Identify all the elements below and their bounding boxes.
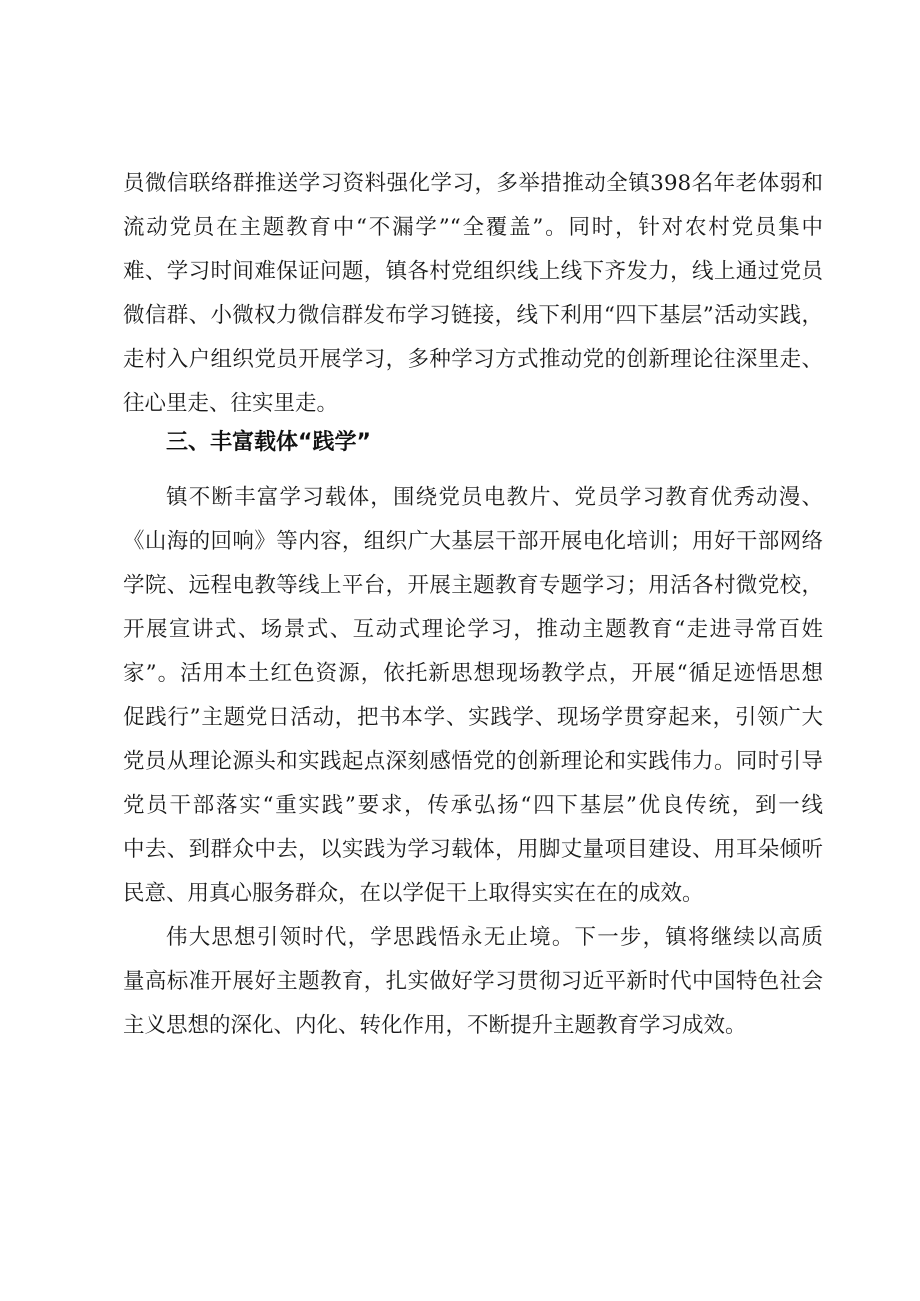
paragraph-1-line-2: 流动党员在主题教育中“不漏学”“全覆盖”。同时，针对农村党员集中 bbox=[123, 215, 823, 240]
section-3-line-9: 中去、到群众中去，以实践为学习载体，用脚丈量项目建设、用耳朵倾听 bbox=[123, 837, 823, 862]
section-3-heading: 三、丰富载体“践学” bbox=[166, 430, 371, 455]
section-3-line-1: 镇不断丰富学习载体，围绕党员电教片、党员学习教育优秀动漫、 bbox=[166, 485, 823, 510]
closing-line-1: 伟大思想引领时代，学思践悟永无止境。下一步，镇将继续以高质 bbox=[166, 925, 823, 950]
section-3-line-6: 促践行”主题党日活动，把书本学、实践学、现场学贯穿起来，引领广大 bbox=[123, 705, 823, 730]
section-3-line-3: 学院、远程电教等线上平台，开展主题教育专题学习；用活各村微党校， bbox=[123, 573, 823, 598]
paragraph-1-line-4: 微信群、小微权力微信群发布学习链接，线下利用“四下基层”活动实践， bbox=[123, 303, 823, 328]
paragraph-1-line-3: 难、学习时间难保证问题，镇各村党组织线上线下齐发力，线上通过党员 bbox=[123, 259, 823, 284]
section-3-line-5: 家”。活用本土红色资源，依托新思想现场教学点，开展“循足迹悟思想 bbox=[123, 661, 823, 686]
section-3-line-2: 《山海的回响》等内容，组织广大基层干部开展电化培训；用好干部网络 bbox=[123, 529, 823, 554]
section-3-line-10: 民意、用真心服务群众，在以学促干上取得实实在在的成效。 bbox=[123, 881, 704, 906]
closing-line-3: 主义思想的深化、内化、转化作用，不断提升主题教育学习成效。 bbox=[123, 1013, 747, 1038]
paragraph-1-line-1: 员微信联络群推送学习资料强化学习，多举措推动全镇398名年老体弱和 bbox=[123, 171, 823, 196]
section-3-line-8: 党员干部落实“重实践”要求，传承弘扬“四下基层”优良传统，到一线 bbox=[123, 793, 823, 818]
paragraph-1-line-5: 走村入户组织党员开展学习，多种学习方式推动党的创新理论往深里走、 bbox=[123, 347, 823, 372]
closing-line-2: 量高标准开展好主题教育，扎实做好学习贯彻习近平新时代中国特色社会 bbox=[123, 969, 823, 994]
section-3-line-7: 党员从理论源头和实践起点深刻感悟党的创新理论和实践伟力。同时引导 bbox=[123, 749, 823, 774]
section-3-line-4: 开展宣讲式、场景式、互动式理论学习，推动主题教育“走进寻常百姓 bbox=[123, 617, 823, 642]
paragraph-1-line-6: 往心里走、往实里走。 bbox=[123, 391, 339, 416]
